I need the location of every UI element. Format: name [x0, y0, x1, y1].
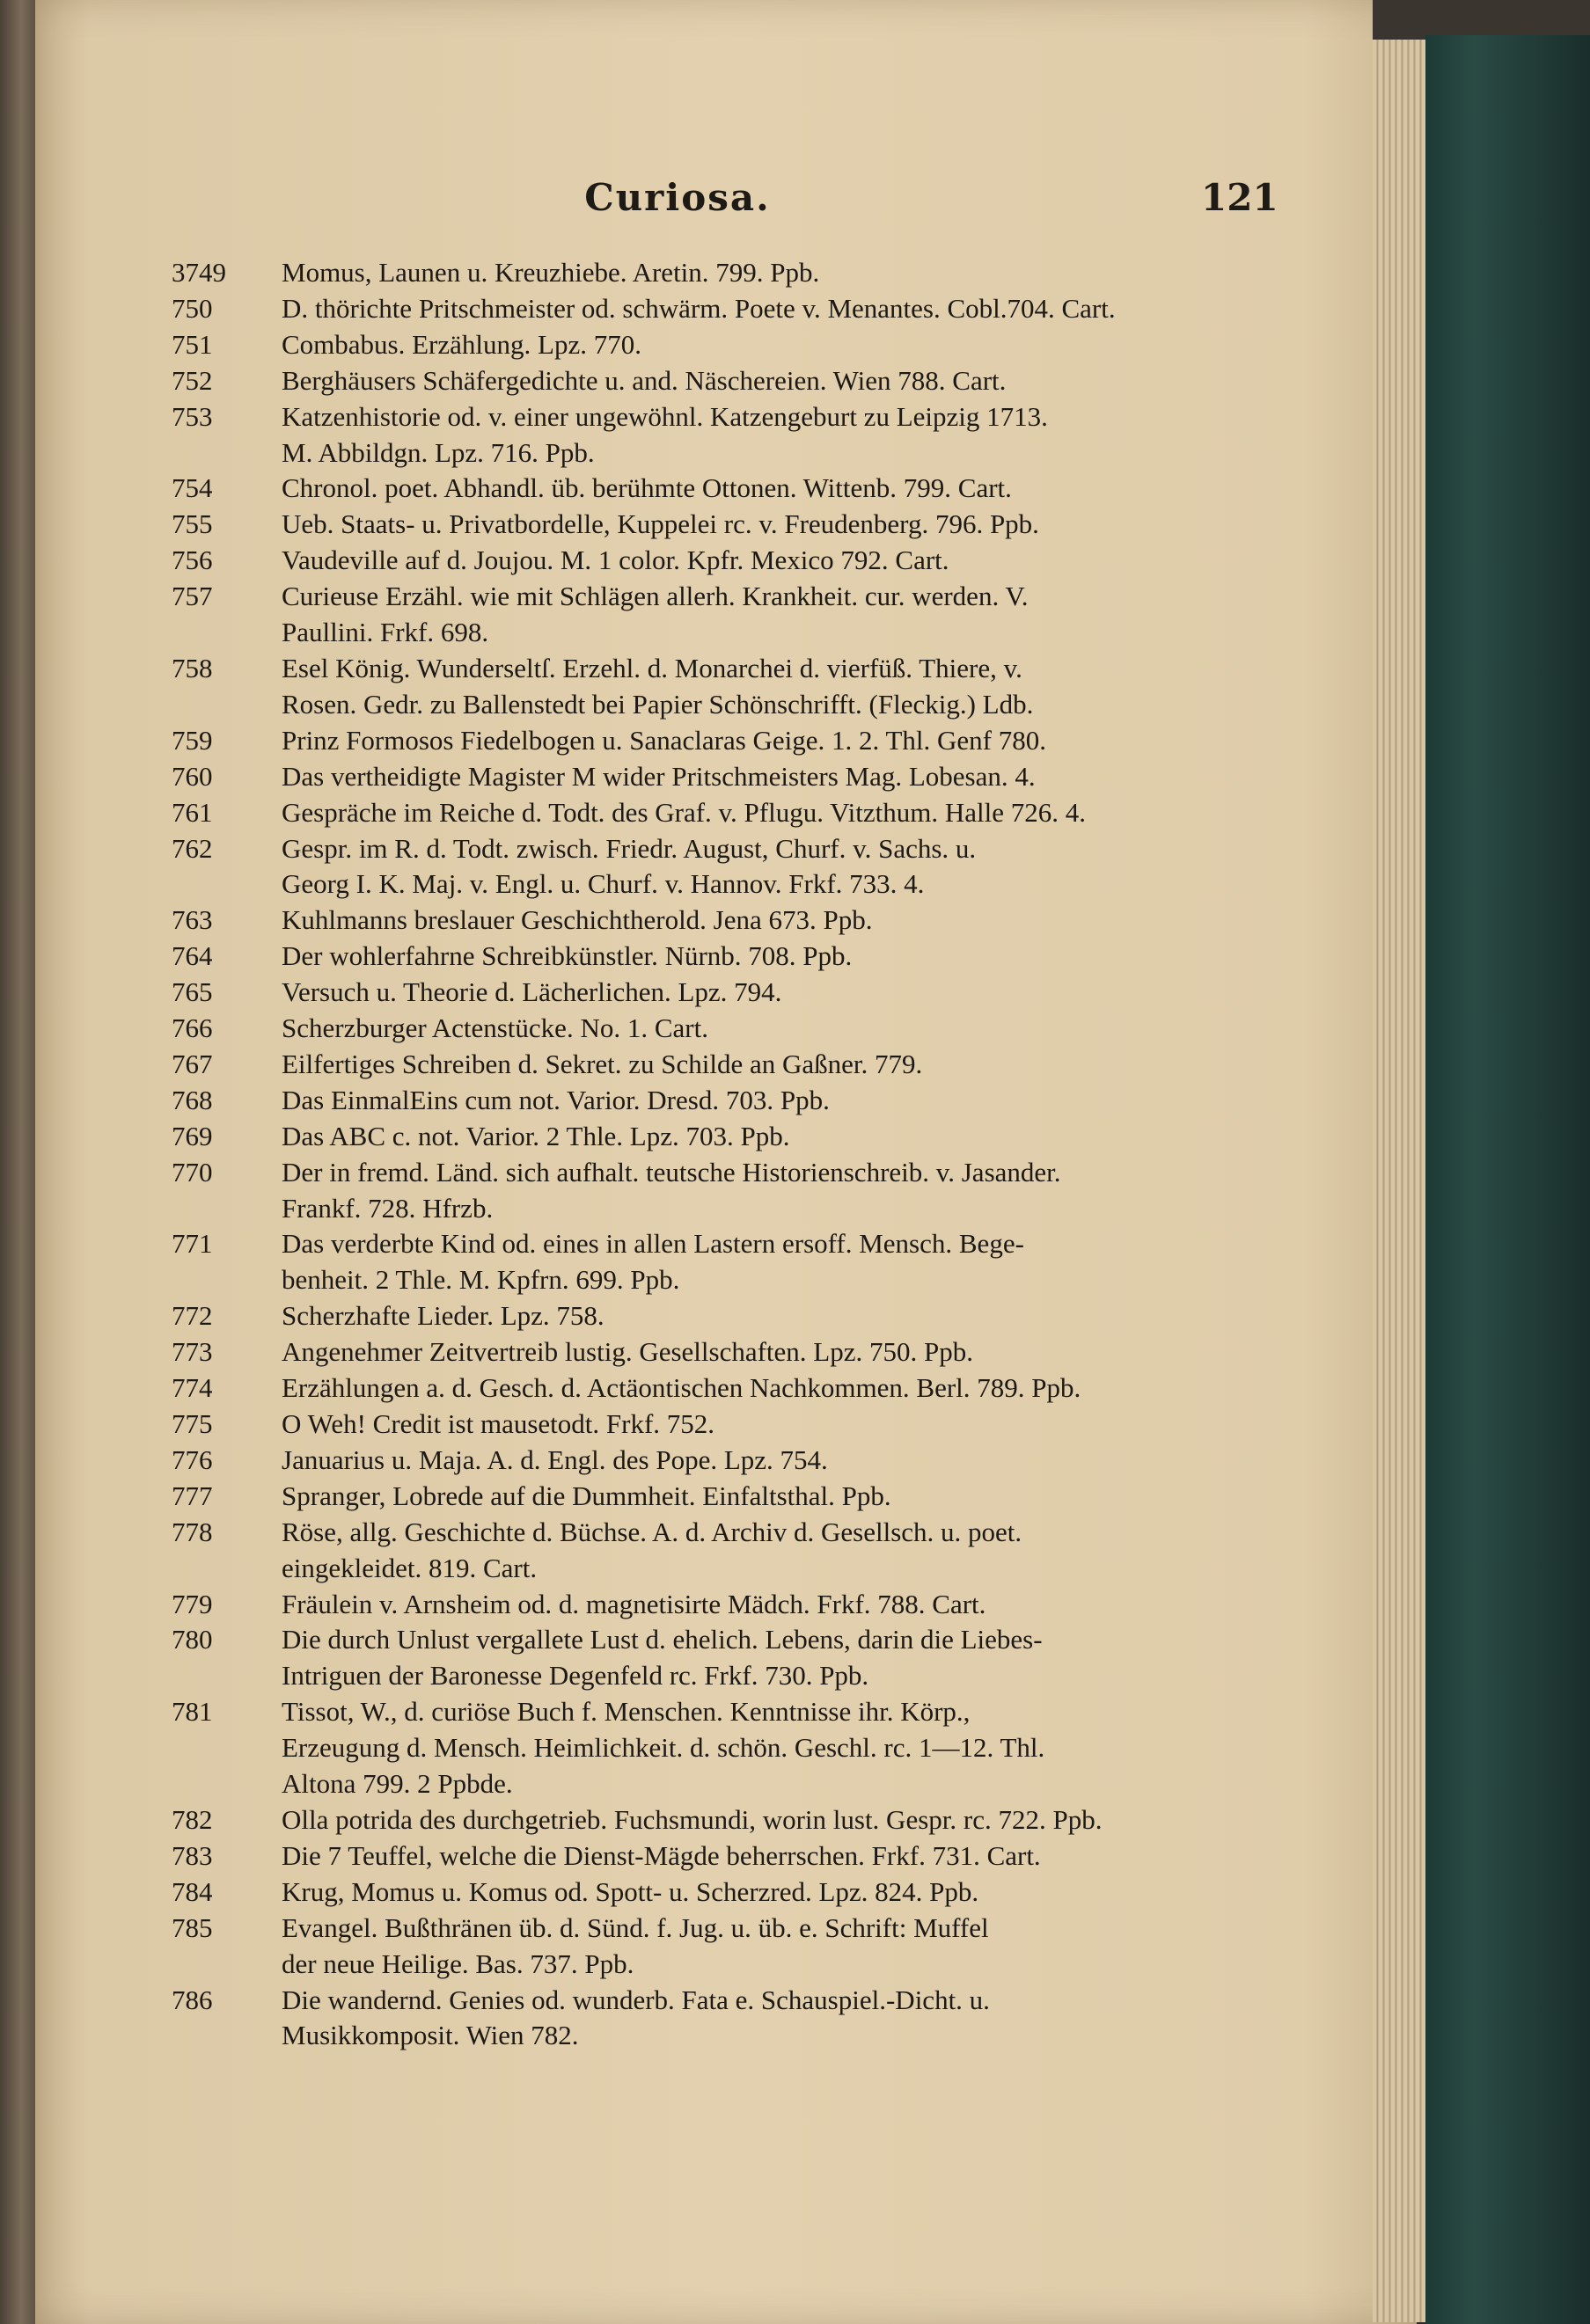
- entry-text: [282, 1515, 1298, 1587]
- catalog-entry: [172, 759, 1298, 795]
- entry-text: [282, 399, 1298, 471]
- catalog-entry: [172, 1694, 1298, 1802]
- catalog-entry: [172, 1155, 1298, 1227]
- cover-top: [1373, 0, 1590, 40]
- entry-line: M. Abbildgn. Lpz. 716. Ppb.: [282, 436, 595, 468]
- catalog-entry: [172, 255, 1298, 291]
- entry-text: [282, 1443, 1298, 1479]
- entry-line: Katzenhistorie od. v. einer ungewöhnl. Katzengeburt zu Leipzig 1713.: [282, 400, 1048, 432]
- catalog-entry: [172, 579, 1298, 651]
- entry-number: 783: [172, 1839, 213, 1871]
- entry-number: 775: [172, 1408, 213, 1439]
- catalog-entry: [172, 1622, 1298, 1694]
- entry-number: 751: [172, 328, 213, 360]
- entry-text: [282, 1983, 1298, 2055]
- entry-line: Georg I. K. Maj. v. Engl. u. Churf. v. Hannov. Frkf. 733. 4.: [282, 868, 925, 900]
- entry-number: 774: [172, 1372, 213, 1404]
- catalog-entry: [172, 831, 1298, 903]
- entry-line: eingekleidet. 819. Cart.: [282, 1552, 538, 1583]
- catalog-entry: [172, 1515, 1298, 1587]
- entry-text: [282, 1047, 1298, 1083]
- catalog-entry: [172, 363, 1298, 399]
- catalog-entry: [172, 1838, 1298, 1875]
- entry-text: [282, 651, 1298, 723]
- entry-number: 756: [172, 544, 213, 576]
- catalog-entry: [172, 939, 1298, 975]
- entry-text: [282, 1587, 1298, 1623]
- entry-line: Prinz Formosos Fiedelbogen u. Sanaclaras Geige. 1. 2. Thl. Genf 780.: [282, 724, 1046, 756]
- entry-line: Eilfertiges Schreiben d. Sekret. zu Schilde an Gaßner. 779.: [282, 1048, 923, 1079]
- entry-text: [282, 363, 1298, 399]
- entry-line: Angenehmer Zeitvertreib lustig. Gesellschaften. Lpz. 750. Ppb.: [282, 1336, 973, 1368]
- entry-text: [282, 507, 1298, 543]
- catalog-entry: [172, 1407, 1298, 1443]
- entry-line: Vaudeville auf d. Joujou. M. 1 color. Kpfr. Mexico 792. Cart.: [282, 544, 949, 576]
- catalog-entry: [172, 543, 1298, 579]
- entry-text: [282, 1479, 1298, 1515]
- entry-line: O Weh! Credit ist mausetodt. Frkf. 752.: [282, 1408, 715, 1439]
- entry-number: 757: [172, 581, 213, 612]
- entry-line: Curieuse Erzähl. wie mit Schlägen allerh. Krankheit. cur. werden. V.: [282, 581, 1029, 612]
- entry-line: Das EinmalEins cum not. Varior. Dresd. 703. Ppb.: [282, 1084, 830, 1115]
- catalog-entry: [172, 1479, 1298, 1515]
- entry-number: 3749: [172, 257, 226, 288]
- entry-text: [282, 543, 1298, 579]
- entry-line: Paullini. Frkf. 698.: [282, 617, 489, 648]
- entry-line: Der wohlerfahrne Schreibkünstler. Nürnb. 708. Ppb.: [282, 940, 853, 972]
- catalog-entry: [172, 1911, 1298, 1983]
- entry-number: 771: [172, 1228, 213, 1260]
- entry-line: der neue Heilige. Bas. 737. Ppb.: [282, 1948, 634, 1979]
- entry-number: 750: [172, 292, 213, 324]
- catalog-entry: [172, 1875, 1298, 1911]
- entry-line: benheit. 2 Thle. M. Kpfrn. 699. Ppb.: [282, 1264, 680, 1296]
- entry-number: 785: [172, 1911, 213, 1943]
- entry-text: [282, 939, 1298, 975]
- entry-line: Intriguen der Baronesse Degenfeld rc. Frkf. 730. Ppb.: [282, 1660, 869, 1692]
- entry-line: Versuch u. Theorie d. Lächerlichen. Lpz. 794.: [282, 976, 782, 1008]
- catalog-entry: [172, 507, 1298, 543]
- entry-text: [282, 1875, 1298, 1911]
- running-title: Curiosa.: [584, 176, 771, 219]
- entry-line: Gespräche im Reiche d. Todt. des Graf. v. Pflugu. Vitzthum. Halle 726. 4.: [282, 796, 1087, 828]
- catalog-entry: [172, 1443, 1298, 1479]
- entry-line: Musikkomposit. Wien 782.: [282, 2020, 579, 2051]
- entry-line: Chronol. poet. Abhandl. üb. berühmte Ottonen. Wittenb. 799. Cart.: [282, 472, 1012, 504]
- entry-number: 754: [172, 472, 213, 504]
- catalog-entry: [172, 1119, 1298, 1155]
- entry-line: Erzählungen a. d. Gesch. d. Actäontischen Nachkommen. Berl. 789. Ppb.: [282, 1372, 1081, 1404]
- entry-number: 776: [172, 1443, 213, 1475]
- entry-line: Esel König. Wunderseltſ. Erzehl. d. Monarchei d. vierfüß. Thiere, v.: [282, 652, 1022, 683]
- entry-line: Das ABC c. not. Varior. 2 Thle. Lpz. 703. Ppb.: [282, 1120, 790, 1151]
- entry-line: Altona 799. 2 Ppbde.: [282, 1768, 513, 1800]
- entry-number: 784: [172, 1875, 213, 1907]
- entry-line: Der in fremd. Länd. sich aufhalt. teutsche Historienschreib. v. Jasander.: [282, 1156, 1061, 1188]
- catalog-entry: [172, 471, 1298, 507]
- entry-line: Das verderbte Kind od. eines in allen Lastern ersoff. Mensch. Bege-: [282, 1228, 1024, 1260]
- book-cover: [1425, 35, 1590, 2324]
- entry-text: [282, 291, 1298, 327]
- entry-line: Spranger, Lobrede auf die Dummheit. Einfaltsthal. Ppb.: [282, 1480, 891, 1511]
- entry-line: Kuhlmanns breslauer Geschichtherold. Jena 673. Ppb.: [282, 904, 873, 936]
- catalog-entry: [172, 327, 1298, 363]
- entry-text: [282, 1011, 1298, 1047]
- entry-text: [282, 1407, 1298, 1443]
- entry-text: [282, 795, 1298, 831]
- entry-text: [282, 903, 1298, 939]
- catalog-entry: [172, 1226, 1298, 1298]
- left-page-edge: [0, 0, 35, 2324]
- entry-text: [282, 1622, 1298, 1694]
- entry-text: [282, 1119, 1298, 1155]
- catalog-entry: [172, 1587, 1298, 1623]
- entry-text: [282, 327, 1298, 363]
- entry-line: Berghäusers Schäfergedichte u. and. Näschereien. Wien 788. Cart.: [282, 364, 1007, 396]
- entry-line: Das vertheidigte Magister M wider Pritschmeisters Mag. Lobesan. 4.: [282, 760, 1036, 792]
- catalog-entry: [172, 399, 1298, 471]
- catalog-entry: [172, 1298, 1298, 1334]
- entry-number: 769: [172, 1120, 213, 1151]
- entry-line: Evangel. Bußthränen üb. d. Sünd. f. Jug. u. üb. e. Schrift: Muffel: [282, 1911, 989, 1943]
- entry-line: Combabus. Erzählung. Lpz. 770.: [282, 328, 641, 360]
- catalog-entry: [172, 903, 1298, 939]
- catalog-entry: [172, 1983, 1298, 2055]
- entry-number: 752: [172, 364, 213, 396]
- entry-number: 777: [172, 1480, 213, 1511]
- entry-line: Olla potrida des durchgetrieb. Fuchsmundi, worin lust. Gespr. rc. 722. Ppb.: [282, 1803, 1103, 1835]
- catalog-entry: [172, 651, 1298, 723]
- entry-text: [282, 1298, 1298, 1334]
- entry-text: [282, 1370, 1298, 1407]
- entry-line: Gespr. im R. d. Todt. zwisch. Friedr. August, Churf. v. Sachs. u.: [282, 832, 977, 864]
- book-page: [35, 0, 1417, 2324]
- catalog-entry: [172, 1083, 1298, 1119]
- entry-number: 778: [172, 1516, 213, 1547]
- entry-number: 782: [172, 1803, 213, 1835]
- catalog-entry: [172, 1011, 1298, 1047]
- entry-text: [282, 1334, 1298, 1370]
- entry-text: [282, 1911, 1298, 1983]
- entry-line: Januarius u. Maja. A. d. Engl. des Pope. Lpz. 754.: [282, 1443, 828, 1475]
- entry-line: Die durch Unlust vergallete Lust d. ehelich. Lebens, darin die Liebes-: [282, 1624, 1043, 1655]
- entry-text: [282, 1083, 1298, 1119]
- entry-text: [282, 1155, 1298, 1227]
- entry-number: 780: [172, 1624, 213, 1655]
- entry-number: 760: [172, 760, 213, 792]
- catalog-entry: [172, 291, 1298, 327]
- entry-number: 773: [172, 1336, 213, 1368]
- entry-line: Frankf. 728. Hfrzb.: [282, 1192, 494, 1224]
- entry-line: Tissot, W., d. curiöse Buch f. Menschen. Kenntnisse ihr. Körp.,: [282, 1696, 971, 1728]
- entry-number: 786: [172, 1984, 213, 2015]
- entry-number: 772: [172, 1300, 213, 1332]
- catalog-entry: [172, 795, 1298, 831]
- entry-number: 765: [172, 976, 213, 1008]
- entry-number: 755: [172, 508, 213, 540]
- page-number: 121: [1201, 176, 1279, 219]
- entry-text: [282, 579, 1298, 651]
- entry-number: 762: [172, 832, 213, 864]
- entry-number: 761: [172, 796, 213, 828]
- entry-line: Scherzhafte Lieder. Lpz. 758.: [282, 1300, 604, 1332]
- catalog-entry: [172, 1047, 1298, 1083]
- entry-number: 767: [172, 1048, 213, 1079]
- entry-text: [282, 1802, 1298, 1838]
- entry-line: Die 7 Teuffel, welche die Dienst-Mägde beherrschen. Frkf. 731. Cart.: [282, 1839, 1041, 1871]
- entry-number: 779: [172, 1588, 213, 1619]
- entry-text: [282, 1226, 1298, 1298]
- entry-line: Momus, Launen u. Kreuzhiebe. Aretin. 799. Ppb.: [282, 257, 820, 288]
- entry-text: [282, 759, 1298, 795]
- entry-number: 763: [172, 904, 213, 936]
- entry-line: Rosen. Gedr. zu Ballenstedt bei Papier Schönschrifft. (Fleckig.) Ldb.: [282, 688, 1034, 720]
- entry-number: 768: [172, 1084, 213, 1115]
- entry-line: D. thörichte Pritschmeister od. schwärm. Poete v. Menantes. Cobl.704. Cart.: [282, 292, 1116, 324]
- entry-number: 766: [172, 1012, 213, 1044]
- entry-line: Erzeugung d. Mensch. Heimlichkeit. d. schön. Geschl. rc. 1—12. Thl.: [282, 1732, 1045, 1764]
- entry-text: [282, 831, 1298, 903]
- running-head: [35, 176, 1417, 229]
- entry-line: Ueb. Staats- u. Privatbordelle, Kuppelei rc. v. Freudenberg. 796. Ppb.: [282, 508, 1039, 540]
- entry-text: [282, 975, 1298, 1011]
- entry-text: [282, 1694, 1298, 1802]
- entry-number: 759: [172, 724, 213, 756]
- entry-line: Die wandernd. Genies od. wunderb. Fata e. Schauspiel.-Dicht. u.: [282, 1984, 990, 2015]
- entry-number: 758: [172, 652, 213, 683]
- entry-number: 753: [172, 400, 213, 432]
- entry-line: Röse, allg. Geschichte d. Büchse. A. d. Archiv d. Gesellsch. u. poet.: [282, 1516, 1022, 1547]
- catalog-entry: [172, 1334, 1298, 1370]
- catalog-entry: [172, 975, 1298, 1011]
- entry-number: 781: [172, 1696, 213, 1728]
- entry-number: 764: [172, 940, 213, 972]
- entry-text: [282, 1838, 1298, 1875]
- catalog-entries: [172, 255, 1298, 2054]
- entry-line: Scherzburger Actenstücke. No. 1. Cart.: [282, 1012, 708, 1044]
- entry-line: Fräulein v. Arnsheim od. d. magnetisirte Mädch. Frkf. 788. Cart.: [282, 1588, 986, 1619]
- catalog-entry: [172, 1370, 1298, 1407]
- entry-text: [282, 255, 1298, 291]
- entry-text: [282, 723, 1298, 759]
- entry-line: Krug, Momus u. Komus od. Spott- u. Scherzred. Lpz. 824. Ppb.: [282, 1875, 979, 1907]
- entry-number: 770: [172, 1156, 213, 1188]
- catalog-entry: [172, 1802, 1298, 1838]
- entry-text: [282, 471, 1298, 507]
- catalog-entry: [172, 723, 1298, 759]
